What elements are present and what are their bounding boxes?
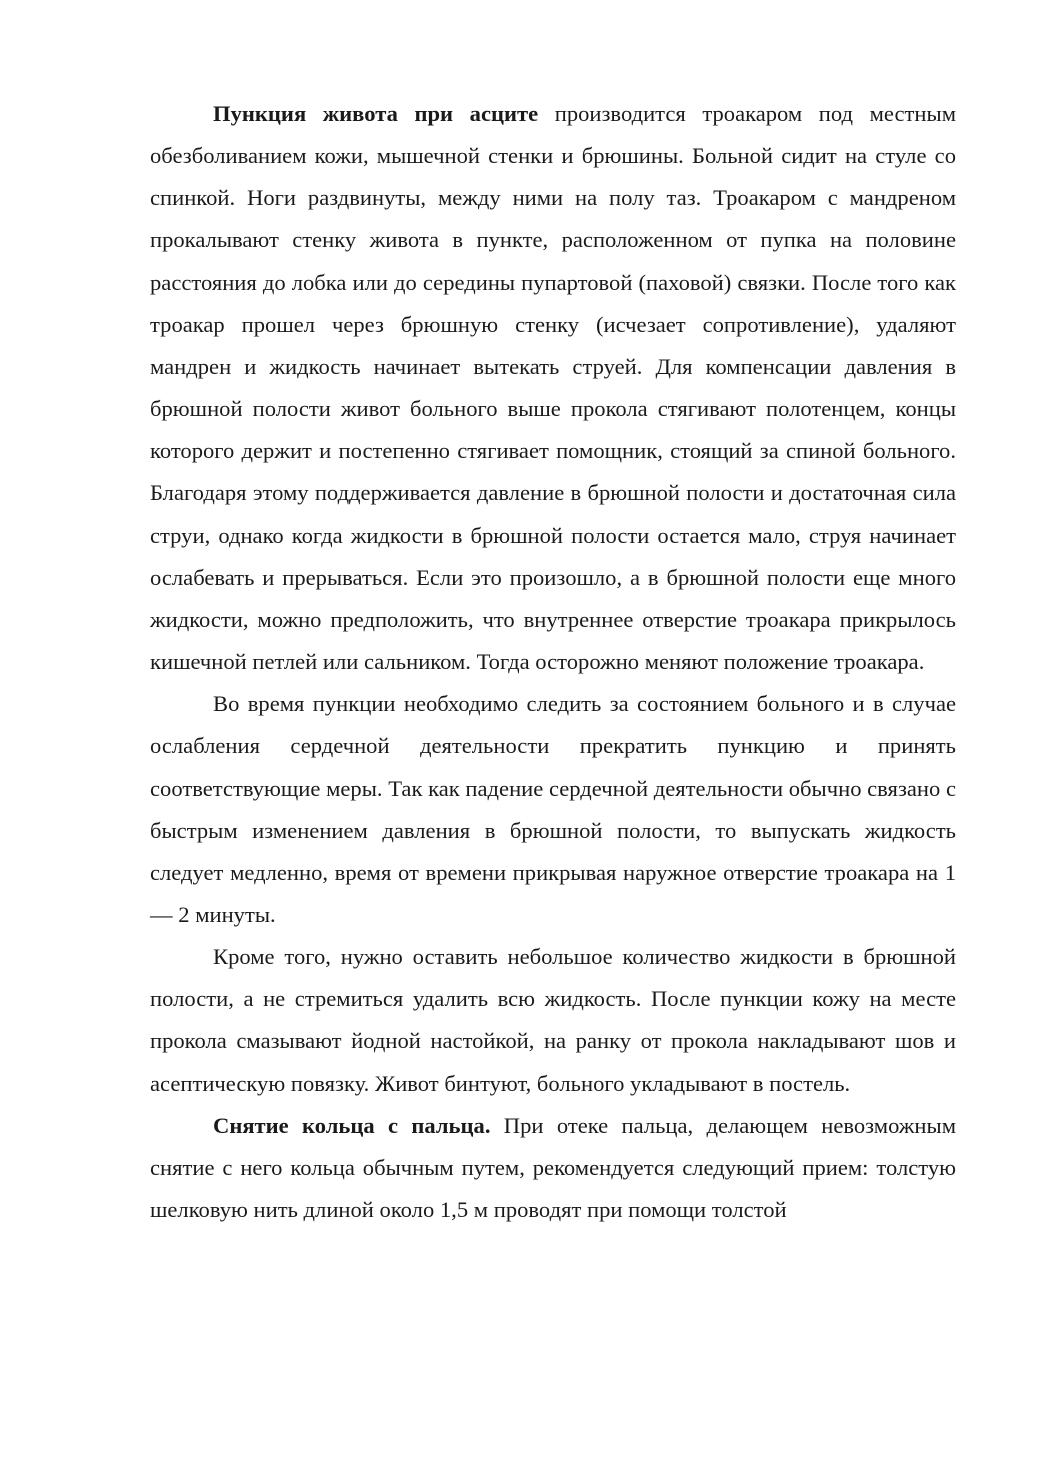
document-page — [150, 93, 956, 1231]
paragraph-text: При отеке пальца, делающем невозможным снятие с него кольца обычным путем, рекомендуется следующий прием: толстую шелковую нить длиной около 1,5 м проводят при помощи толстой — [150, 1112, 956, 1223]
paragraph-ascites-puncture — [150, 93, 956, 683]
paragraph-text: производится троакаром под местным обезболиванием кожи, мышечной стенки и брюшины. Больной сидит на стуле со спинкой. Ноги раздвинуты, между ними на полу таз. Троакаром с мандреном прокалывают стенку живота в пункте, расположенном от пупка на половине расстояния до лобка или до середины пупартовой (паховой) связки. После того как троакар прошел через брюшную стенку (исчезает сопротивление), удаляют мандрен и жидкость начинает вытекать струей. Для компенсации давления в брюшной полости живот больного выше прокола стягивают полотенцем, концы которого держит и постепенно стягивает помощник, стоящий за спиной больного. Благодаря этому поддерживается давление в брюшной полости и достаточная сила струи, однако когда жидкости в брюшной полости остается мало, струя начинает ослабевать и прерываться. Если это произошло, а в брюшной полости еще много жидкости, можно предположить, что внутреннее отверстие троакара прикрылось кишечной петлей или сальником. Тогда осторожно меняют положение троакара. — [150, 101, 956, 675]
paragraph-aftercare — [150, 936, 956, 1105]
paragraph-ring-removal — [150, 1105, 956, 1231]
paragraph-text: Кроме того, нужно оставить небольшое количество жидкости в брюшной полости, а не стремиться удалить всю жидкость. После пункции кожу на месте прокола смазывают йодной настойкой, на ранку от прокола накладывают шов и асептическую повязку. Живот бинтуют, больного укладывают в постель. — [150, 944, 956, 1096]
paragraph-monitoring — [150, 683, 956, 936]
paragraph-heading: Пункция живота при асците — [213, 101, 539, 126]
paragraph-heading: Снятие кольца с пальца. — [213, 1112, 491, 1138]
paragraph-text: Во время пункции необходимо следить за состоянием больного и в случае ослабления сердечной деятельности прекратить пункцию и принять соответствующие меры. Так как падение сердечной деятельности обычно связано с быстрым изменением давления в брюшной полости, то выпускать жидкость следует медленно, время от времени прикрывая наружное отверстие троакара на 1— 2 минуты. — [150, 691, 956, 927]
